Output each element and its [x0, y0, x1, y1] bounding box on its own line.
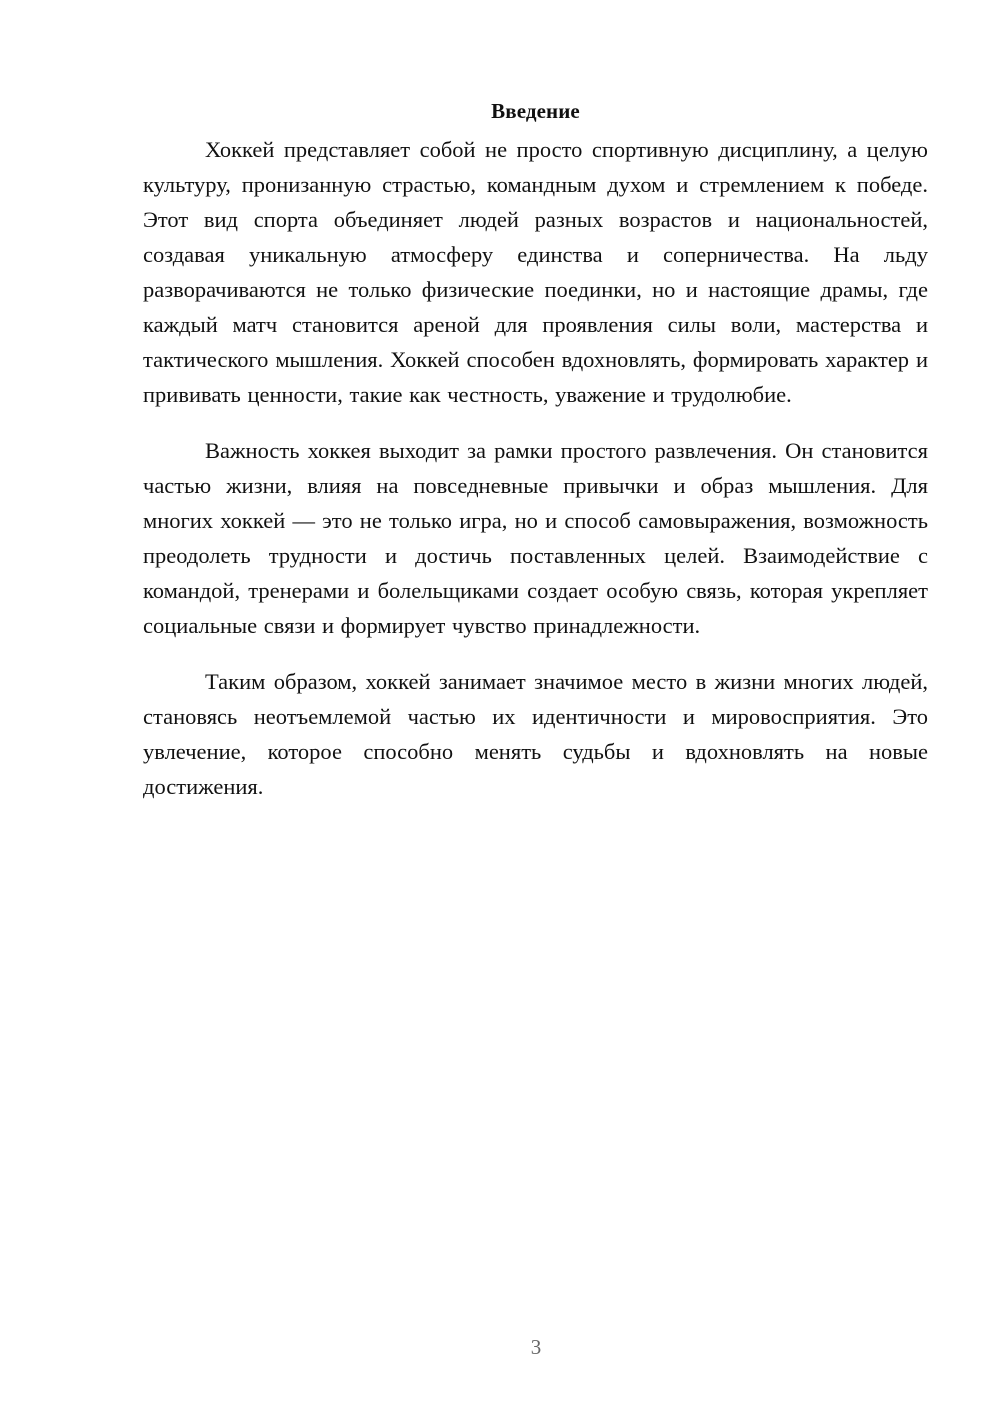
page-number: 3 — [530, 1335, 542, 1359]
paragraph-2: Важность хоккея выходит за рамки простого развлечения. Он становится частью жизни, влияя на повседневные привычки и образ мышления. Для многих хоккей — это не только игра, но и способ самовыражения, возможность преодолеть трудности и достичь поставленных целей. Взаимодействие с командой, тренерами и болельщиками создает особую связь, которая укрепляет социальные связи и формирует чувство принадлежности. — [143, 438, 928, 638]
page-content — [143, 96, 928, 825]
section-title: Введение — [491, 99, 580, 123]
paragraph-1: Хоккей представляет собой не просто спортивную дисциплину, а целую культуру, пронизанную страстью, командным духом и стремлением к победе. Этот вид спорта объединяет людей разных возрастов и национальностей, создавая уникальную атмосферу единства и соперничества. На льду разворачиваются не только физические поединки, но и настоящие драмы, где каждый матч становится ареной для проявления силы воли, мастерства и тактического мышления. Хоккей способен вдохновлять, формировать характер и прививать ценности, такие как честность, уважение и трудолюбие. — [143, 137, 928, 407]
paragraph-3: Таким образом, хоккей занимает значимое место в жизни многих людей, становясь неотъемлемой частью их идентичности и мировосприятия. Это увлечение, которое способно менять судьбы и вдохновлять на новые достижения. — [143, 669, 928, 799]
